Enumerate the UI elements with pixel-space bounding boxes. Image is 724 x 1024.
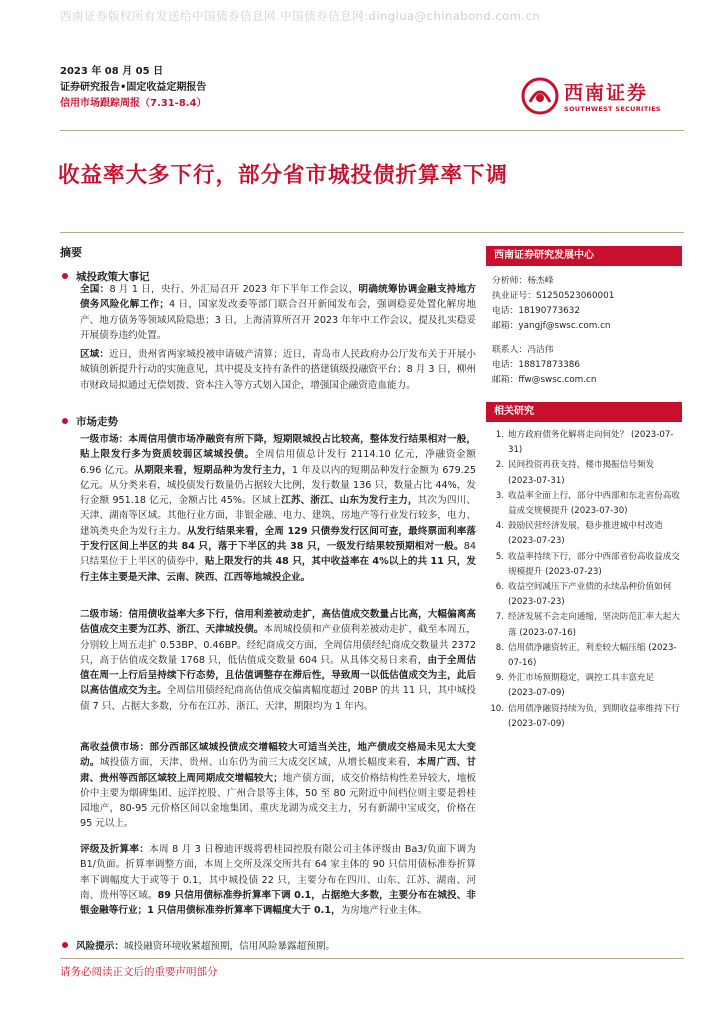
related-research-item[interactable]: [486, 671, 682, 701]
related-item-title: 经济发展不会走向通缩，坚决防范汇率大起大落 (2023-07-16): [508, 612, 680, 638]
analyst-email[interactable]: 邮箱：yangjf@swsc.com.cn: [492, 321, 611, 331]
bullet-icon: [62, 942, 68, 948]
related-item-title: 地方政府债务化解将走向何处？ (2023-07-31): [508, 430, 674, 456]
related-item-number: 10.: [490, 703, 504, 714]
related-item-number: 1.: [495, 430, 504, 440]
related-item-number: 5.: [495, 551, 504, 562]
research-center-head: 西南证券研究发展中心: [486, 246, 682, 266]
bullet-icon: [62, 273, 68, 279]
watermark: 西南证券版权所有发送给中国债券信息网.中国债券信息网:dinglua@chinabond.com.cn: [60, 9, 541, 23]
logo-emblem-icon: [520, 76, 560, 116]
analyst-phone: 电话：18190773632: [492, 306, 580, 316]
primary-market-para: 一级市场：本周信用债市场净融资有所下降，短期限城投占比较高，整体发行结果相对一般，贴上限发行多为资质较弱区域城投债。全周信用债总计发行 2114.10 亿元，净融资金额 6.96 亿元。从期限来看，短期品种为发行主力，1 年及以内的短期品种发行金额为 679.25 亿元。从分类来看，城投债发行数量仍占据较大比例，发行数量 136 只，数量占比 44%，发行金额 951.18 亿元，金额占比 45%。区域上江苏、浙江、山东为发行主力，其次为四川、天津、湖南等区域。其他行业方面，非银金融、电力、建筑、房地产等行业发行较多，电力、建筑类央企为发行主力。从发行结果来看，全周 129 只债券发行区间可查，最终票面利率落于发行区间上半区的共 84 只，落于下半区的共 38 只，一级发行结果较预期相对一般。84 只结果位于上半区的债券中，贴上限发行的共 48 只，其中收益率在 4%以上的共 11 只，发行主体主要是天津、云南、陕西、江西等地城投企业。: [80, 434, 477, 583]
report-header: [60, 64, 207, 112]
related-item-title: 收益率持续下行，部分中西部省份高收益成交规模提升 (2023-07-23): [508, 551, 680, 577]
related-research-item[interactable]: [486, 641, 682, 671]
policy-nation-para: 全国：8 月 1 日，央行、外汇局召开 2023 年下半年工作会议，明确统筹协调金融支持地方债务风险化解工作；4 日，国家发改委等部门联合召开新闻发布会，强调稳妥处置化解房地产、地方债务等领域风险隐患；3 日，上海清算所召开 2023 年年中工作会议，提及扎实稳妥开展债券违约处置。: [80, 284, 477, 341]
secondary-market-para: 二级市场：信用债收益率大多下行，信用利差被动走扩，高估值成交数量占比高，大幅偏离高估值成交主要为江苏、浙江、天津城投债。本周城投债和产业债利差被动走扩，截至本周五，分别较上周五走扩 0.53BP、0.46BP。经纪商成交方面，全周信用债经纪商成交数量共 2372 只，高于估值成交数量 1768 只，低估值成交数量 604 只。从具体交易日来看，由于全周估值在周一上行后呈持续下行态势，且估值调整存在滞后性，导致周一以低估值成交为主，此后以高估值成交为主。全周信用债经纪商高估值成交偏离幅度超过 20BP 的共 11 只，其中城投债 7 只、占据大多数，分布在江苏、浙江、天津，期限均为 1 年内。: [80, 609, 477, 712]
related-research-list: [486, 428, 682, 732]
footer-rule: [60, 958, 684, 959]
related-item-number: 9.: [495, 673, 504, 684]
report-name: 信用市场跟踪周报（7.31-8.4）: [60, 98, 207, 109]
related-research-item[interactable]: [486, 550, 682, 580]
abstract-label: 摘要: [60, 246, 82, 259]
bullet-icon: [62, 418, 68, 424]
contact-phone: 电话：18817873386: [492, 360, 580, 370]
related-item-number: 8.: [495, 642, 504, 653]
policy-section-head: 城投政策大事记: [62, 265, 150, 284]
header-rule: [60, 130, 684, 131]
related-research-item[interactable]: [486, 702, 682, 732]
related-research-item[interactable]: [486, 489, 682, 519]
related-item-title: 民间投资再获支持，楼市揭振信号频发 (2023-07-31): [508, 460, 655, 486]
related-research-item[interactable]: [486, 458, 682, 488]
analyst-name: 分析师：杨杰峰: [492, 276, 554, 286]
high-yield-para: 高收益债市场：部分西部区域城投债成交增幅较大可适当关注，地产债成交格局未见太大变动。城投债方面，天津、贵州、山东仍为前三大成交区域，从增长幅度来看，本周广西、甘肃、贵州等西部区域较上周同期成交增幅较大；地产债方面，成交价格结构性差异较大，地板价中主要为烟碑集团、远洋控股、广州合景等主体，50 至 80 元附近中间档位则主要是碧桂园地产，80-95 元价格区间以金地集团、重庆龙湖为成交主力，另有新湖中宝成交，价格在 95 元以上。: [80, 742, 477, 830]
related-item-title: 鼓励民营经济发展，稳步推进城中村改造 (2023-07-23): [508, 521, 663, 547]
contact-name: 联系人：冯洁伟: [492, 345, 554, 355]
related-item-number: 3.: [495, 490, 504, 501]
related-research-item[interactable]: [486, 610, 682, 640]
related-research-head: 相关研究: [486, 402, 682, 422]
page-title: 收益率大多下行，部分省市城投债折算率下调: [58, 163, 509, 188]
company-logo: [520, 76, 680, 120]
title-rule: [60, 232, 684, 233]
market-section-head: 市场走势: [62, 410, 118, 429]
related-item-number: 7.: [495, 612, 504, 623]
related-item-title: 收益空间减压下产业债的永续品种价值如何 (2023-07-23): [508, 582, 672, 608]
rating-para: 评级及折算率：本周 8 月 3 日穆迪评级将碧桂园控股有限公司主体评级由 Ba3/负面下调为 B1/负面。折算率调整方面，本周上交所及深交所共有 64 家主体的 90 只信用债标准券折算率下调幅度大于或等于 0.1，其中城投债 22 只，主要分布在四川、山东、江苏、湖南、河南、贵州等区域。89 只信用债标准券折算率下调 0.1，占据绝大多数，主要分布在城投、非银金融等行业；1 只信用债标准券折算率下调幅度大于 0.1，为房地产行业主体。: [80, 844, 477, 917]
related-research-box: [486, 402, 682, 732]
related-research-item[interactable]: [486, 519, 682, 549]
risk-warning: 风险提示：城投融资环境收紧超预期，信用风险暴露超预期。: [62, 934, 476, 954]
related-research-item[interactable]: [486, 580, 682, 610]
related-item-number: 4.: [495, 521, 504, 532]
related-item-number: 2.: [495, 460, 504, 471]
report-type: 证券研究报告•固定收益定期报告: [60, 82, 207, 93]
logo-cn: 西南证券: [564, 82, 649, 104]
policy-region-para: 区域：近日，贵州省两家城投被申请破产清算；近日，青岛市人民政府办公厅发布关于开展小城镇创新提升行动的实施意见，其中提及支持有条件的搭建镇级投融资平台；8 月 3 日，柳州市财政局拟通过无偿划拨、资本注入等方式划入国企，增强国企融资造血能力。: [80, 349, 477, 391]
research-center-box: [486, 246, 682, 388]
logo-en: SOUTHWEST SECURITIES: [564, 105, 661, 113]
footer-disclaimer[interactable]: 请务必阅读正文后的重要声明部分: [60, 966, 218, 978]
related-research-item[interactable]: [486, 428, 682, 458]
related-item-title: 信用债净融资持续为负，到期收益率维持下行 (2023-07-09): [508, 703, 680, 729]
related-item-title: 收益率全面上行，部分中西部和东北省份高收益成交规模提升 (2023-07-30): [508, 490, 680, 517]
analyst-cert: 执业证号：S1250523060001: [492, 291, 615, 301]
related-item-title: 信用债净融资转正，利差较大幅压缩 (2023-07-16): [508, 642, 677, 669]
related-item-number: 6.: [495, 582, 504, 593]
related-item-title: 外汇市场预期稳定，调控工具丰富充足 (2023-07-09): [508, 673, 655, 699]
contact-email[interactable]: 邮箱：ffw@swsc.com.cn: [492, 375, 597, 385]
report-date: 2023 年 08 月 05 日: [60, 66, 164, 77]
